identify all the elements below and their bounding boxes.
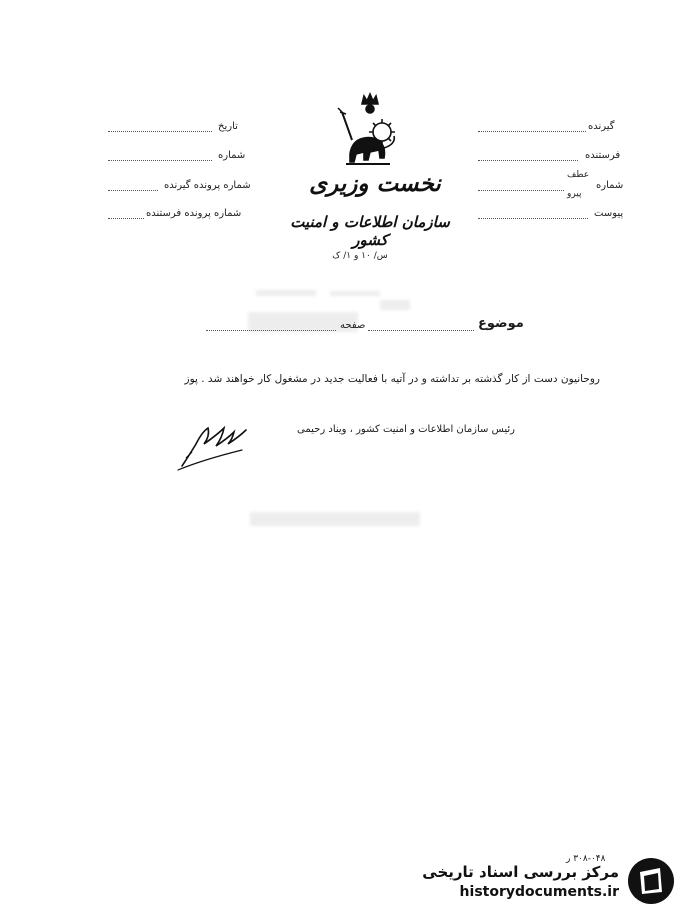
number-dotted-line-left [108,160,212,161]
attachment-dotted-line [478,218,588,219]
page-label: صفحه [340,320,366,331]
redaction-smudge [330,291,380,296]
number-label-left: شماره [218,150,246,161]
redaction-smudge [256,290,316,296]
page-dotted-line [206,330,336,331]
subject-label: موضوع [478,316,524,331]
subject-dotted-line [368,330,474,331]
redaction-smudge [380,300,410,310]
reference-note-bottom: پیرو [567,189,582,199]
attachment-label: پیوست [594,208,624,219]
body-text: روحانیون دست از کار گذشته بر تداشته و در آتیه با فعالیت جدید در مشغول کار خواهند شد . پوز [184,373,600,385]
receiver-dotted-line [478,131,586,132]
letterhead-ref-code: س/ ۱۰ و ۱/ ک [332,251,388,261]
reference-note-top: عطف [567,170,590,180]
letterhead-subtitle: سازمان اطلاعات و امنیت کشور [290,213,450,249]
receiver-file-dotted-line [108,190,158,191]
number-label-right: شماره [596,180,624,191]
date-dotted-line [108,131,212,132]
signature-text: رئیس سازمان اطلاعات و امنیت کشور ، ویناد رحیمی [297,424,515,435]
watermark-logo-icon [626,856,676,906]
receiver-file-label: شماره پرونده گیرنده [164,180,251,191]
receiver-label: گیرنده [588,121,615,132]
letterhead-title: نخست وزیری [309,170,441,197]
handwritten-signature [172,414,262,472]
sender-label: فرستنده [585,150,621,161]
redaction-smudge [250,512,420,526]
date-label: تاریخ [218,121,238,132]
watermark-url: historydocuments.ir [459,884,619,900]
watermark-name: مرکز بررسی اسناد تاریخی [422,863,619,881]
number-dotted-line-right [478,190,564,191]
sender-dotted-line [478,160,578,161]
lion-and-sun-emblem [330,92,410,172]
sender-file-label: شماره پرونده فرستنده [146,208,242,219]
footer-ref: ۳۰۸-۰۴۸ ر [566,854,606,864]
sender-file-dotted-line [108,218,144,219]
